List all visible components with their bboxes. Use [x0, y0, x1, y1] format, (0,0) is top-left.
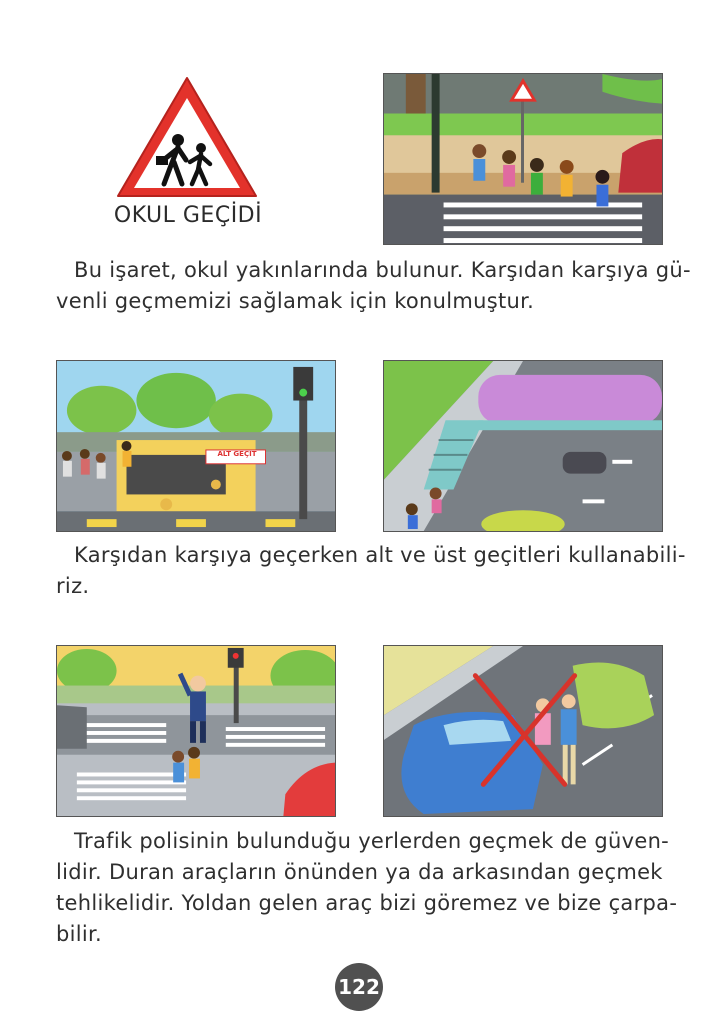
page-number: 122	[335, 963, 383, 1011]
underpass-illustration	[56, 360, 336, 532]
text-line: Bu işaret, okul yakınlarında bulunur. Karşıdan karşıya gü-	[74, 258, 691, 282]
school-crossing-illustration	[383, 73, 663, 245]
paragraph-traffic-police	[56, 826, 678, 950]
sign-label: OKUL GEÇİDİ	[113, 203, 263, 228]
overpass-illustration	[383, 360, 663, 532]
parked-cars-danger-illustration	[383, 645, 663, 817]
text-line: bilir.	[56, 922, 103, 946]
underpass-sign-label: ALT GEÇİT	[217, 450, 257, 458]
text-line: riz.	[56, 574, 90, 598]
text-line: Karşıdan karşıya geçerken alt ve üst geçitleri kullanabili-	[74, 543, 686, 567]
school-crossing-sign-icon	[112, 72, 262, 202]
text-line: lidir. Duran araçların önünden ya da arkasından geçmek	[56, 860, 663, 884]
paragraph-crossings	[56, 540, 686, 602]
text-line: tehlikelidir. Yoldan gelen araç bizi göremez ve bize çarpa-	[56, 891, 678, 915]
paragraph-school-sign	[56, 255, 691, 317]
traffic-police-illustration	[56, 645, 336, 817]
text-line: Trafik polisinin bulunduğu yerlerden geçmek de güven-	[74, 829, 670, 853]
text-line: venli geçmemizi sağlamak için konulmuştur.	[56, 289, 535, 313]
